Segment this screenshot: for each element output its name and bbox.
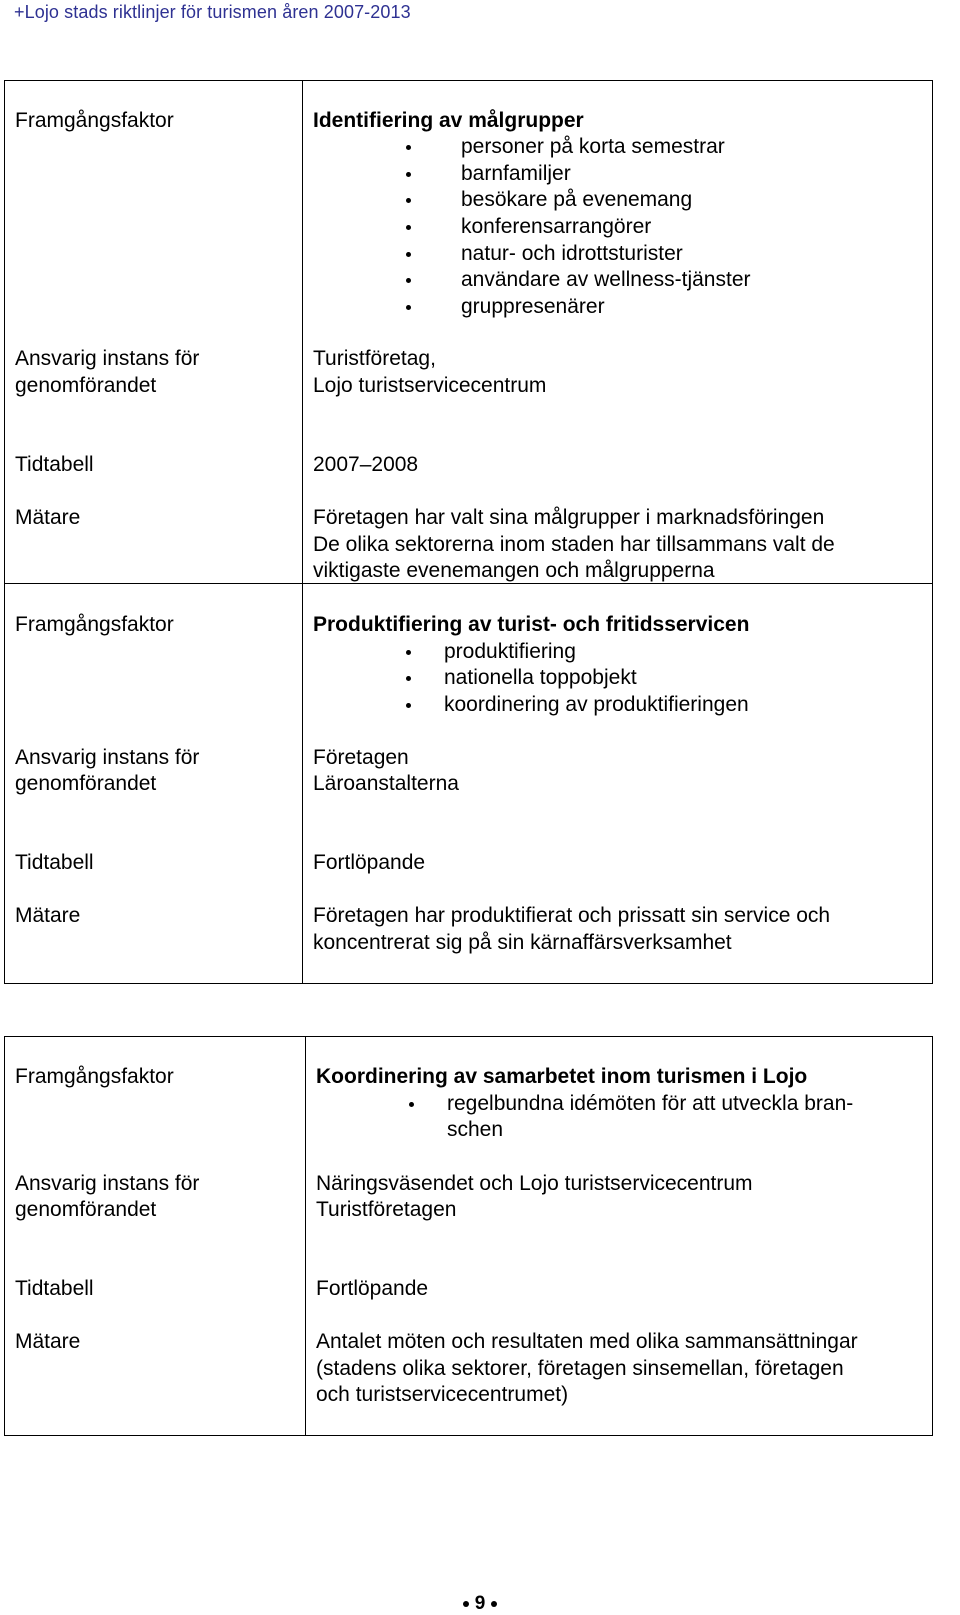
list-item: barnfamiljer [461, 162, 571, 185]
responsible-value: Företagen [313, 746, 409, 769]
meter-value: viktigaste evenemangen och målgrupperna [313, 559, 715, 582]
meter-value: Antalet möten och resultaten med olika sammansättningar [316, 1330, 858, 1353]
bullet-icon [491, 1601, 497, 1607]
factor-title: Koordinering av samarbetet inom turismen i Lojo [316, 1065, 808, 1088]
bullet-icon [406, 278, 411, 283]
schedule-value: Fortlöpande [316, 1277, 429, 1300]
responsible-value: Lojo turistservicecentrum [313, 374, 547, 397]
label-responsible-cont: genomförandet [15, 772, 157, 795]
factor-title: Identifiering av målgrupper [313, 109, 584, 132]
responsible-value: Turistföretagen [316, 1198, 457, 1221]
meter-value: (stadens olika sektorer, företagen sinsemellan, företagen [316, 1357, 844, 1380]
list-item: besökare på evenemang [461, 188, 693, 211]
bullet-icon [406, 650, 411, 655]
page-number-value: 9 [474, 1593, 486, 1614]
label-success-factor: Framgångsfaktor [15, 1065, 174, 1088]
label-responsible-cont: genomförandet [15, 1198, 157, 1221]
list-item: produktifiering [444, 640, 576, 663]
column-divider [302, 81, 303, 983]
list-item: konferensarrangörer [461, 215, 652, 238]
schedule-value: 2007–2008 [313, 453, 419, 476]
meter-value: och turistservicecentrumet) [316, 1383, 569, 1406]
bullet-icon [406, 676, 411, 681]
list-item: regelbundna idémöten för att utveckla bran- [447, 1092, 854, 1115]
bullet-icon [409, 1102, 414, 1107]
meter-value: De olika sektorerna inom staden har tillsammans valt de [313, 533, 835, 556]
bullet-icon [406, 198, 411, 203]
list-item: nationella toppobjekt [444, 666, 637, 689]
list-item: natur- och idrottsturister [461, 242, 683, 265]
label-responsible: Ansvarig instans för [15, 1172, 200, 1195]
meter-value: Företagen har valt sina målgrupper i marknadsföringen [313, 506, 825, 529]
schedule-value: Fortlöpande [313, 851, 426, 874]
label-responsible: Ansvarig instans för [15, 746, 200, 769]
label-meter: Mätare [15, 1330, 81, 1353]
list-item: personer på korta semestrar [461, 135, 725, 158]
label-schedule: Tidtabell [15, 1277, 94, 1300]
label-schedule: Tidtabell [15, 453, 94, 476]
meter-value: Företagen har produktifierat och prissatt sin service och [313, 904, 831, 927]
bullet-icon [406, 145, 411, 150]
bullet-icon [406, 252, 411, 257]
responsible-value: Läroanstalterna [313, 772, 459, 795]
bullet-icon [406, 703, 411, 708]
bullet-icon [406, 305, 411, 310]
label-success-factor: Framgångsfaktor [15, 109, 174, 132]
list-item: koordinering av produktifieringen [444, 693, 749, 716]
label-schedule: Tidtabell [15, 851, 94, 874]
column-divider [305, 1037, 306, 1435]
label-success-factor: Framgångsfaktor [15, 613, 174, 636]
label-responsible-cont: genomförandet [15, 374, 157, 397]
document-header-title: +Lojo stads riktlinjer för turismen åren 2007-2013 [14, 2, 411, 22]
responsible-value: Näringsväsendet och Lojo turistservicecentrum [316, 1172, 753, 1195]
list-item-cont: schen [447, 1118, 504, 1141]
list-item: gruppresenärer [461, 295, 605, 318]
factor-title: Produktifiering av turist- och fritidsservicen [313, 613, 750, 636]
page-number [0, 1593, 960, 1615]
label-meter: Mätare [15, 904, 81, 927]
list-item: användare av wellness-tjänster [461, 268, 751, 291]
bullet-icon [406, 225, 411, 230]
bullet-icon [463, 1601, 469, 1607]
responsible-value: Turistföretag, [313, 347, 436, 370]
label-responsible: Ansvarig instans för [15, 347, 200, 370]
meter-value: koncentrerat sig på sin kärnaffärsverksamhet [313, 931, 732, 954]
label-meter: Mätare [15, 506, 81, 529]
bullet-icon [406, 172, 411, 177]
